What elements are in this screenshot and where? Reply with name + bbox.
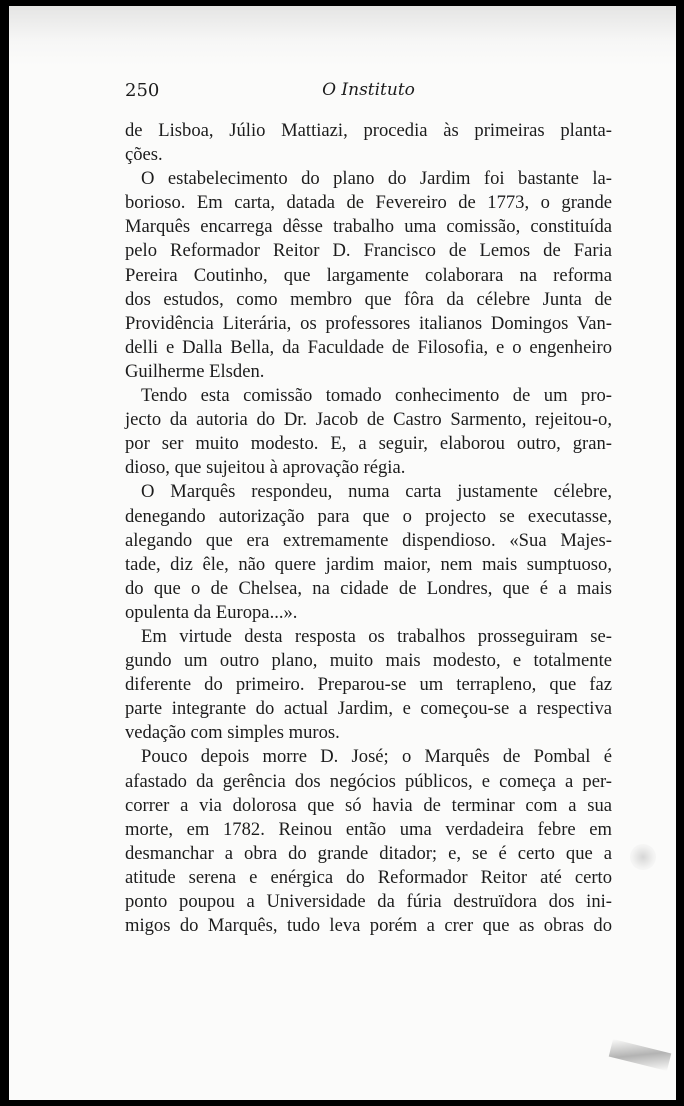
paragraph xyxy=(125,167,612,384)
text-line: O estabelecimento do plano do Jardim foi bastante la- xyxy=(141,168,612,190)
text-line: dioso, que sujeitou à aprovação régia. xyxy=(125,457,406,479)
text-line: morte, em 1782. Reinou então uma verdadeira febre em xyxy=(125,818,612,840)
text-line: ponto poupou a Universidade da fúria destruïdora dos ini- xyxy=(125,891,612,912)
text-line: Pouco depois morre D. José; o Marquês de Pombal é xyxy=(141,746,612,768)
scan-shadow xyxy=(9,6,676,66)
text-line: Pereira Coutinho, que largamente colaborara na reforma xyxy=(125,264,612,286)
text-line: tade, diz êle, não quere jardim maior, nem mais sumptuoso, xyxy=(125,553,612,575)
text-line: Marquês encarrega dêsse trabalho uma comissão, constituída xyxy=(125,216,612,238)
running-title: O Instituto xyxy=(322,80,415,100)
text-line: do que o de Chelsea, na cidade de Londres, que é a mais xyxy=(125,577,612,599)
text-line: Guilherme Elsden. xyxy=(125,360,265,382)
text-line: por ser muito modesto. E, a seguir, elaborou outro, gran- xyxy=(125,433,612,455)
text-line: correr a via dolorosa que só havia de terminar com a sua xyxy=(125,794,612,816)
text-line: dos estudos, como membro que fôra da célebre Junta de xyxy=(125,288,612,310)
text-line: O Marquês respondeu, numa carta justamente célebre, xyxy=(141,481,612,503)
text-line: Em virtude desta resposta os trabalhos prosseguiram se- xyxy=(141,625,612,647)
text-line: alegando que era extremamente dispendioso. «Sua Majes- xyxy=(125,529,612,551)
scan-streak xyxy=(609,1039,672,1071)
paragraph xyxy=(125,119,612,167)
body-text xyxy=(125,119,612,938)
text-line: desmanchar a obra do grande ditador; e, se é certo que a xyxy=(125,842,612,864)
text-line: jecto da autoria do Dr. Jacob de Castro Sarmento, rejeitou-o, xyxy=(125,409,612,431)
page-number: 250 xyxy=(125,80,160,101)
text-line: pelo Reformador Reitor D. Francisco de Lemos de Faria xyxy=(125,240,612,262)
text-line: de Lisboa, Júlio Mattiazi, procedia às primeiras planta- xyxy=(125,120,612,141)
page-header xyxy=(125,80,612,106)
text-line: gundo um outro plano, muito mais modesto, e totalmente xyxy=(125,650,612,672)
paragraph xyxy=(125,384,612,480)
text-line: Providência Literária, os professores italianos Domingos Van- xyxy=(125,312,612,334)
text-line: Tendo esta comissão tomado conhecimento de um pro- xyxy=(141,385,612,407)
scan-smudge xyxy=(630,844,656,870)
text-line: afastado da gerência dos negócios públicos, e começa a per- xyxy=(125,770,612,792)
paragraph xyxy=(125,480,612,625)
text-line: borioso. Em carta, datada de Fevereiro de 1773, o grande xyxy=(125,192,612,214)
text-line: vedação com simples muros. xyxy=(125,722,340,744)
text-line: diferente do primeiro. Preparou-se um terrapleno, que faz xyxy=(125,674,612,696)
text-line: migos do Marquês, tudo leva porém a crer que as obras do xyxy=(125,915,612,937)
text-line: atitude serena e enérgica do Reformador Reitor até certo xyxy=(125,866,612,888)
paragraph xyxy=(125,745,612,938)
paragraph xyxy=(125,625,612,745)
text-line: parte integrante do actual Jardim, e começou-se a respectiva xyxy=(125,698,612,720)
text-line: denegando autorização para que o projecto se executasse, xyxy=(125,505,612,527)
text-line: opulenta da Europa...». xyxy=(125,601,298,623)
text-line: ções. xyxy=(125,144,163,166)
text-line: delli e Dalla Bella, da Faculdade de Filosofia, e o engenheiro xyxy=(125,336,612,358)
